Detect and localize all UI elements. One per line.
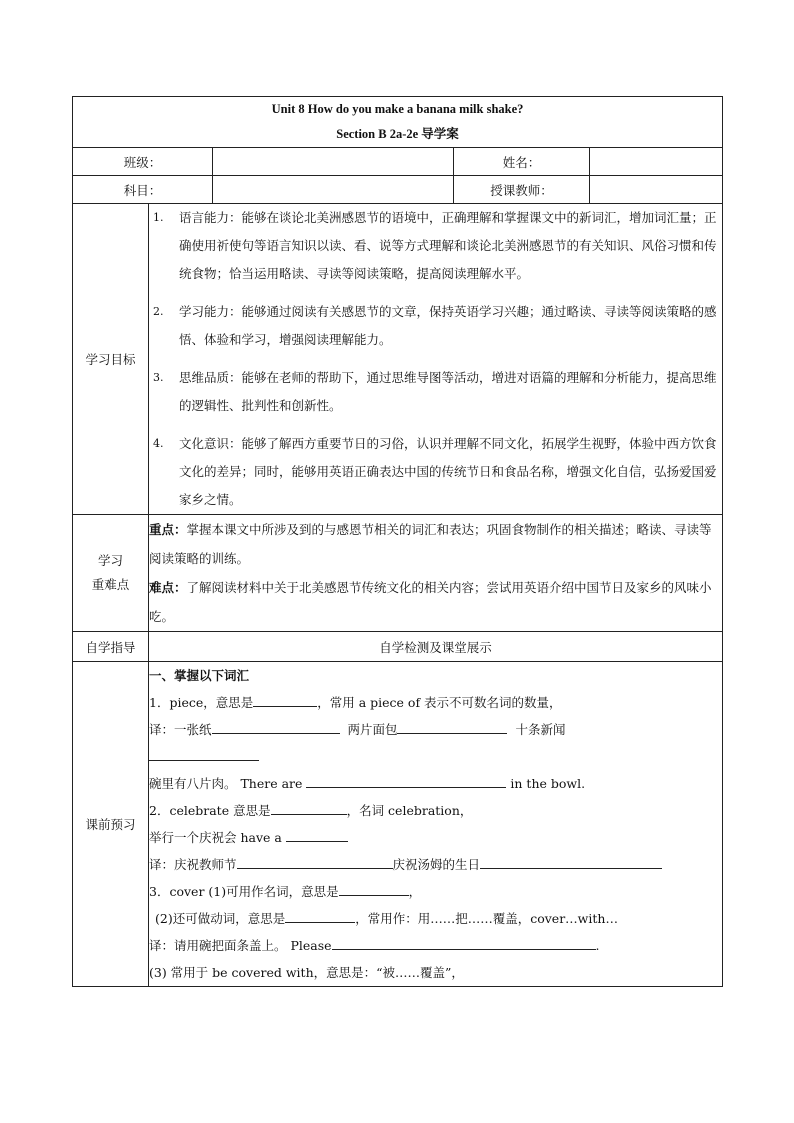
goal-text: 文化意识：能够了解西方重要节日的习俗，认识并理解不同文化，拓展学生视野，体验中西方饮食文化的差异；同时，能够用英语正确表达中国的传统节日和食品名称，增强文化自信，弘扬爱国爱家乡之情。	[179, 436, 717, 507]
piece-usage-note: ，常用 a piece of 表示不可数名词的数量，	[317, 695, 562, 710]
goal-text: 学习能力：能够通过阅读有关感恩节的文章，保持英语学习兴趣；通过略读、寻读等阅读策略的感悟、体验和学习，增强阅读理解能力。	[179, 304, 717, 347]
goal-item	[149, 430, 722, 514]
goal-text: 语言能力：能够在谈论北美洲感恩节的语境中，正确理解和掌握课文中的新词汇，增加词汇量；正确使用祈使句等语言知识以读、看、说等方式理解和谈论北美洲感恩节的有关知识、风俗习惯和传统食物；恰当运用略读、寻读等阅读策略，提高阅读理解水平。	[179, 210, 717, 281]
goal-number: 1.	[153, 211, 164, 224]
covered-with-line: (3) 常用于 be covered with，意思是：“被……覆盖”，	[149, 965, 464, 980]
title-line-2: Section B 2a-2e 导学案	[336, 127, 459, 141]
self-check-display-label: 自学检测及课堂展示	[149, 632, 723, 662]
celebration-party-line	[149, 824, 722, 851]
teachers-day-prompt: 译：庆祝教师节	[149, 857, 237, 872]
class-name-row	[73, 148, 723, 176]
meat-sentence-prompt: 碗里有八片肉。 There are	[149, 776, 303, 791]
teacher-label: 授课教师：	[454, 176, 590, 204]
meat-sentence-line	[149, 770, 722, 797]
subject-field[interactable]	[213, 176, 454, 204]
goals-label: 学习目标	[73, 204, 149, 515]
answer-blank[interactable]	[286, 827, 348, 842]
cover-verb-usage: ，常用作：用……把……覆盖，cover…with…	[355, 911, 618, 926]
celebrate-meaning-line	[149, 797, 722, 824]
tom-birthday-prompt: 庆祝汤姆的生日	[392, 857, 481, 872]
cover-noun-end: ，	[408, 884, 422, 899]
title-row	[73, 97, 723, 148]
preview-label: 课前预习	[73, 662, 149, 987]
vocab-heading: 一、掌握以下词汇	[149, 668, 250, 683]
translate-paper-prompt: 译：一张纸	[149, 722, 212, 737]
answer-blank[interactable]	[480, 854, 662, 869]
title-line-1: Unit 8 How do you make a banana milk shake?	[271, 102, 524, 116]
preview-content	[149, 662, 723, 987]
goal-text: 思维品质：能够在老师的帮助下，通过思维导图等活动，增进对语篇的理解和分析能力，提高思维的逻辑性、批判性和创新性。	[179, 370, 717, 413]
difficult-text: 了解阅读材料中关于北美感恩节传统文化的相关内容；尝试用英语介绍中国节日及家乡的风味小吃。	[149, 580, 712, 624]
subject-label: 科目：	[73, 176, 213, 204]
goal-number: 2.	[153, 305, 164, 318]
answer-blank[interactable]	[397, 719, 507, 734]
goal-item	[149, 364, 722, 420]
cover-verb-prompt: (2)还可做动词，意思是	[155, 911, 286, 926]
difficult-point	[149, 573, 722, 631]
cover-translate-prompt: 译：请用碗把面条盖上。 Please	[149, 938, 332, 953]
celebrate-translate-line	[149, 851, 722, 878]
key-points-label-line-1: 学习	[97, 553, 123, 568]
class-label: 班级：	[73, 148, 213, 176]
key-points-label	[73, 515, 149, 632]
difficult-label: 难点：	[149, 580, 187, 595]
answer-blank[interactable]	[212, 719, 340, 734]
answer-blank[interactable]	[285, 908, 355, 923]
name-label: 姓名：	[454, 148, 590, 176]
teacher-field[interactable]	[590, 176, 723, 204]
guide-row	[73, 632, 723, 662]
answer-blank[interactable]	[253, 692, 317, 707]
study-guide-table	[72, 96, 723, 987]
preview-row	[73, 662, 723, 987]
translate-news-prompt: 十条新闻	[515, 722, 566, 737]
goals-content	[149, 204, 723, 515]
important-label: 重点：	[149, 522, 187, 537]
goals-row	[73, 204, 723, 515]
class-field[interactable]	[213, 148, 454, 176]
answer-blank[interactable]	[332, 935, 596, 950]
news-answer-line	[149, 743, 722, 770]
goal-item	[149, 204, 722, 288]
key-points-row	[73, 515, 723, 632]
cover-translate-line	[149, 932, 722, 959]
important-point	[149, 515, 722, 573]
piece-translate-line	[149, 716, 722, 743]
goal-number: 4.	[153, 437, 164, 450]
translate-bread-prompt: 两片面包	[347, 722, 398, 737]
goal-item	[149, 298, 722, 354]
cover-noun-prompt: 3．cover (1)可用作名词，意思是	[149, 884, 339, 899]
cover-noun-line	[149, 878, 722, 905]
answer-blank[interactable]	[306, 773, 506, 788]
piece-prompt: 1．piece，意思是	[149, 695, 254, 710]
self-study-guide-label: 自学指导	[73, 632, 149, 662]
piece-meaning-line	[149, 689, 722, 716]
goal-number: 3.	[153, 371, 164, 384]
party-prompt: 举行一个庆祝会 have a	[149, 830, 282, 845]
page-title	[73, 97, 723, 148]
key-points-content	[149, 515, 723, 632]
celebrate-prompt: 2．celebrate 意思是	[149, 803, 271, 818]
answer-blank[interactable]	[237, 854, 393, 869]
answer-blank[interactable]	[339, 881, 409, 896]
subject-teacher-row	[73, 176, 723, 204]
cover-translate-end: .	[595, 938, 600, 953]
important-text: 掌握本课文中所涉及到的与感恩节相关的词汇和表达；巩固食物制作的相关描述；略读、寻读等阅读策略的训练。	[149, 522, 712, 566]
answer-blank[interactable]	[149, 746, 259, 761]
answer-blank[interactable]	[271, 800, 347, 815]
celebration-note: ，名词 celebration，	[346, 803, 473, 818]
key-points-label-line-2: 重难点	[91, 577, 130, 592]
cover-verb-line	[149, 905, 722, 932]
meat-sentence-end: in the bowl.	[510, 776, 586, 791]
name-field[interactable]	[590, 148, 723, 176]
